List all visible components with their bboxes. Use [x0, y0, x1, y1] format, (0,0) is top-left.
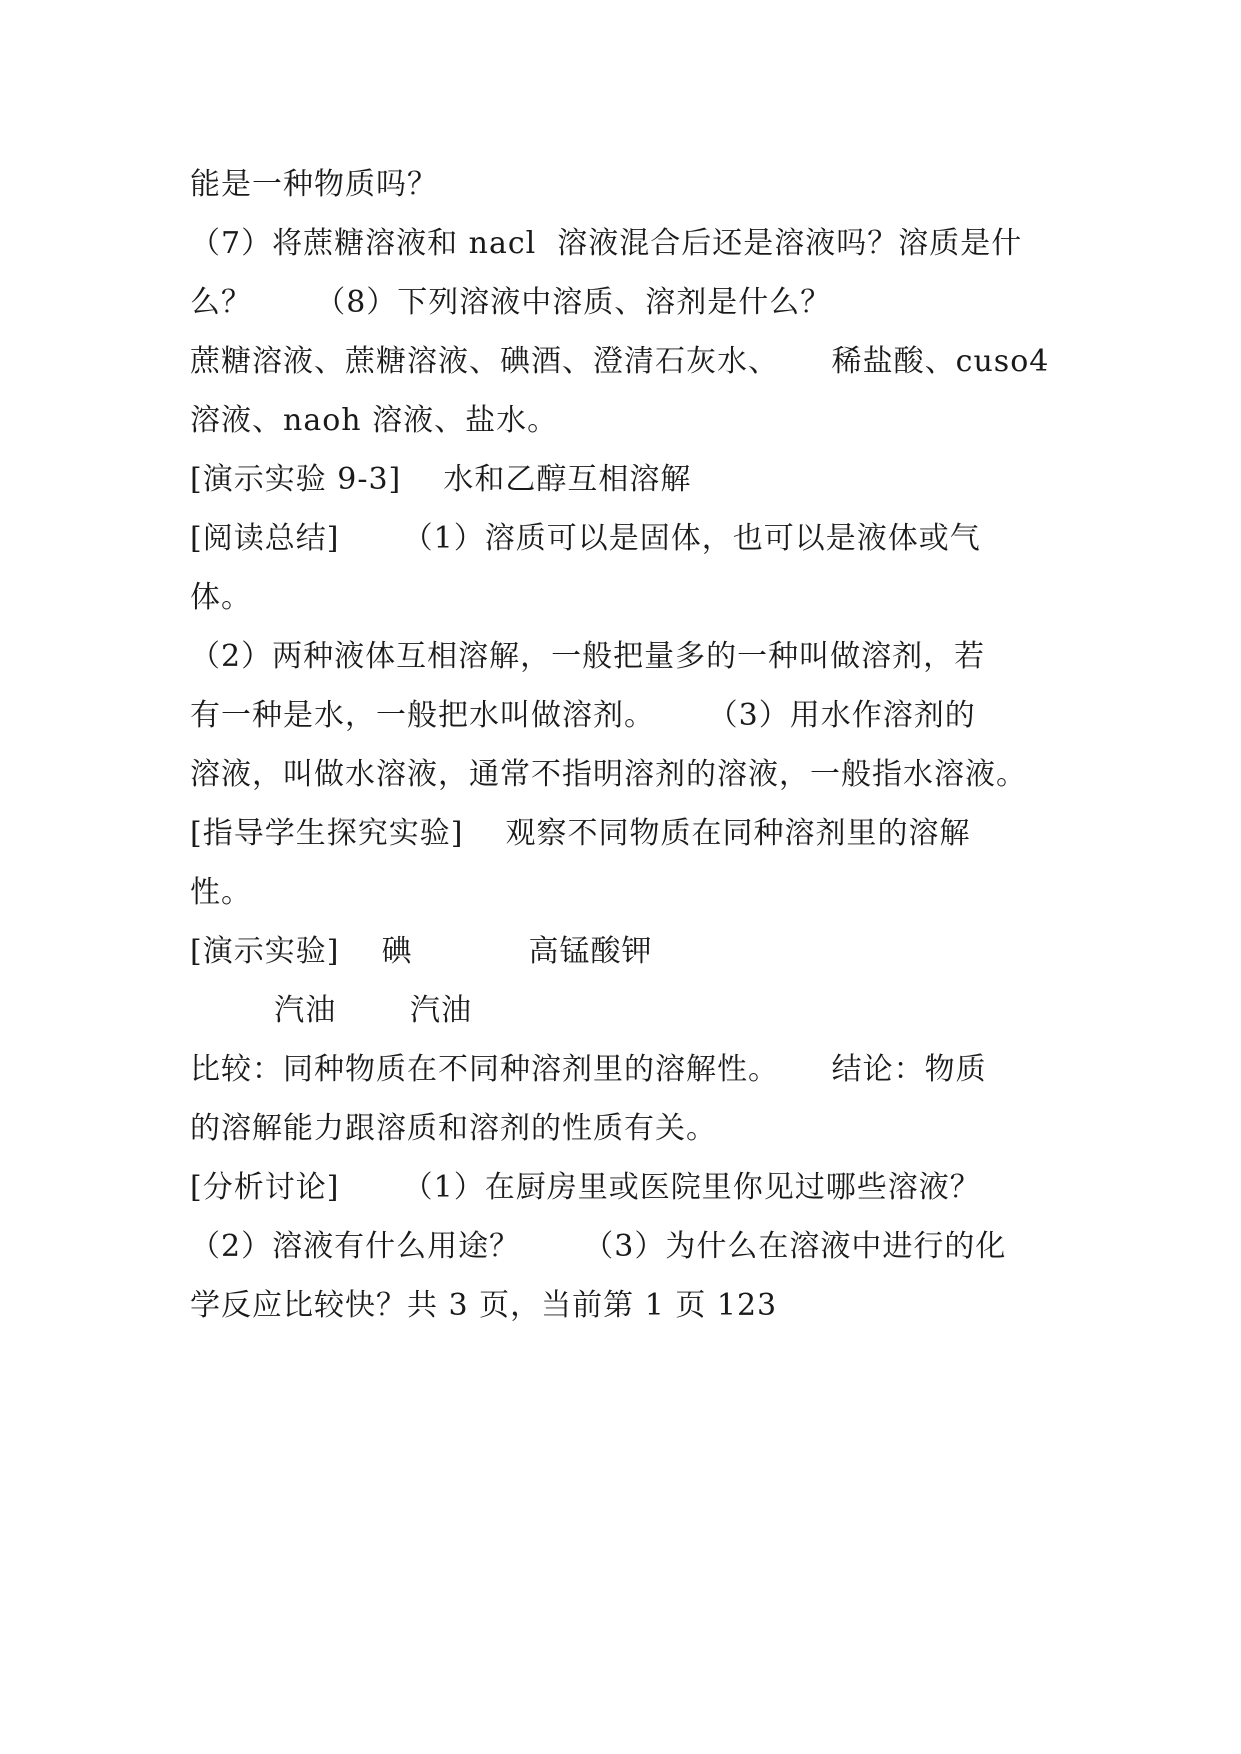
text-line-19: （2）溶液有什么用途？ （3）为什么在溶液中进行的化	[190, 1229, 1007, 1264]
text-line-14: [演示实验] 碘 高锰酸钾	[190, 934, 653, 969]
text-line-4: 蔗糖溶液、蔗糖溶液、碘酒、澄清石灰水、 稀盐酸、cuso4	[190, 344, 1050, 379]
text-line-16: 比较：同种物质在不同种溶剂里的溶解性。 结论：物质	[190, 1052, 987, 1087]
text-line-2: （7）将蔗糖溶液和 nacl 溶液混合后还是溶液吗？溶质是什	[190, 226, 1023, 261]
text-line-13: 性。	[190, 875, 252, 910]
text-line-17: 的溶解能力跟溶质和溶剂的性质有关。	[190, 1111, 717, 1146]
text-line-18: [分析讨论] （1）在厨房里或医院里你见过哪些溶液？	[190, 1170, 981, 1205]
text-line-3: 么？ （8）下列溶液中溶质、溶剂是什么？	[190, 285, 832, 320]
text-line-11: 溶液，叫做水溶液，通常不指明溶剂的溶液，一般指水溶液。	[190, 757, 1027, 792]
text-line-6: [演示实验 9-3] 水和乙醇互相溶解	[190, 462, 692, 497]
text-line-12: [指导学生探究实验] 观察不同物质在同种溶剂里的溶解	[190, 816, 971, 851]
text-line-1: 能是一种物质吗？	[190, 167, 438, 202]
text-line-10: 有一种是水，一般把水叫做溶剂。 （3）用水作溶剂的	[190, 698, 976, 733]
text-line-15: 汽油 汽油	[190, 993, 473, 1028]
text-line-7: [阅读总结] （1）溶质可以是固体，也可以是液体或气	[190, 521, 981, 556]
text-line-8: 体。	[190, 580, 252, 615]
text-line-20: 学反应比较快？共 3 页，当前第 1 页 123	[190, 1288, 778, 1323]
text-line-5: 溶液、naoh 溶液、盐水。	[190, 403, 559, 438]
text-line-9: （2）两种液体互相溶解，一般把量多的一种叫做溶剂，若	[190, 639, 986, 674]
